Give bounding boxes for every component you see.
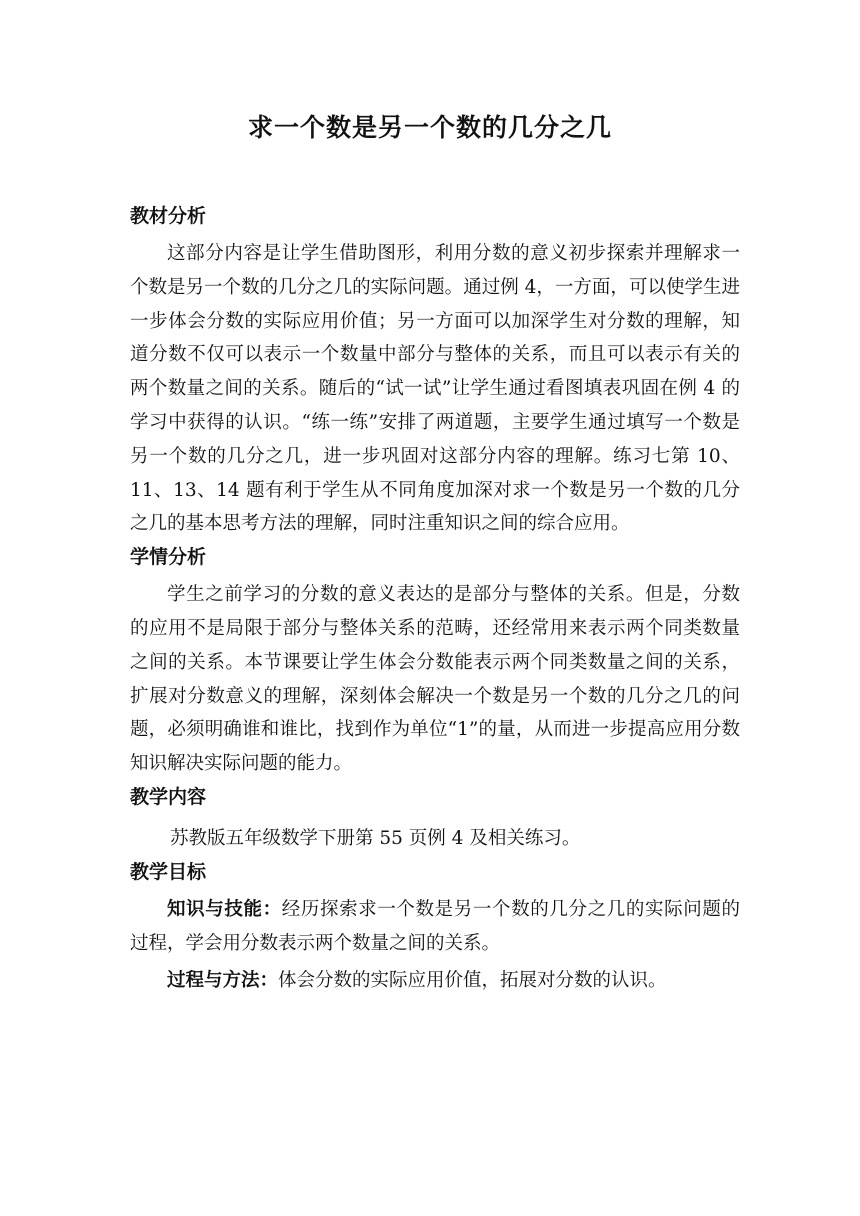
section-student-analysis [130,541,740,781]
section-teaching-content [130,781,740,856]
document-content [130,200,740,998]
section-body: 学生之前学习的分数的意义表达的是部分与整体的关系。但是，分数的应用不是局限于部分与整体关系的范畴，还经常用来表示两个同类数量之间的关系。本节课要让学生体会分数能表示两个同类数量之间的关系，扩展对分数意义的理解，深刻体会解决一个数是另一个数的几分之几的问题，必须明确谁和谁比，找到作为单位“1”的量，从而进一步提高应用分数知识解决实际问题的能力。 [130,584,740,775]
section-heading: 学情分析 [130,546,207,569]
goal-label: 过程与方法： [167,970,279,992]
goal-process-methods [130,960,740,998]
section-heading: 教学内容 [130,785,207,808]
goal-text: 体会分数的实际应用价值，拓展对分数的认识。 [278,970,667,992]
section-heading: 教材分析 [130,205,207,227]
goal-knowledge-skills [130,889,740,961]
document-title: 求一个数是另一个数的几分之几 [247,113,612,142]
section-material-analysis [130,200,740,541]
section-heading: 教学目标 [130,860,207,883]
goal-text: 经历探索求一个数是另一个数的几分之几的实际问题的过程，学会用分数表示两个数量之间的关系。 [130,898,740,954]
goal-label: 知识与技能： [167,898,282,920]
section-body: 苏教版五年级数学下册第 55 页例 4 及相关练习。 [170,827,581,849]
section-teaching-goals [130,856,740,998]
section-body: 这部分内容是让学生借助图形，利用分数的意义初步探索并理解求一个数是另一个数的几分之几的实际问题。通过例 4，一方面，可以使学生进一步体会分数的实际应用价值；另一方面可以加深学生对分数的理解，知道分数不仅可以表示一个数量中部分与整体的关系，而且可以表示有关的两个数量之间的关系。随后的“试一试”让学生通过看图填表巩固在例 4 的学习中获得的认识。“练一练”安排了两道题，主要学生通过填写一个数是另一个数的几分之几，进一步巩固对这部分内容的理解。练习七第 10、11、13、14 题有利于学生从不同角度加深对求一个数是另一个数的几分之几的基本思考方法的理解，同时注重知识之间的综合应用。 [130,243,740,535]
